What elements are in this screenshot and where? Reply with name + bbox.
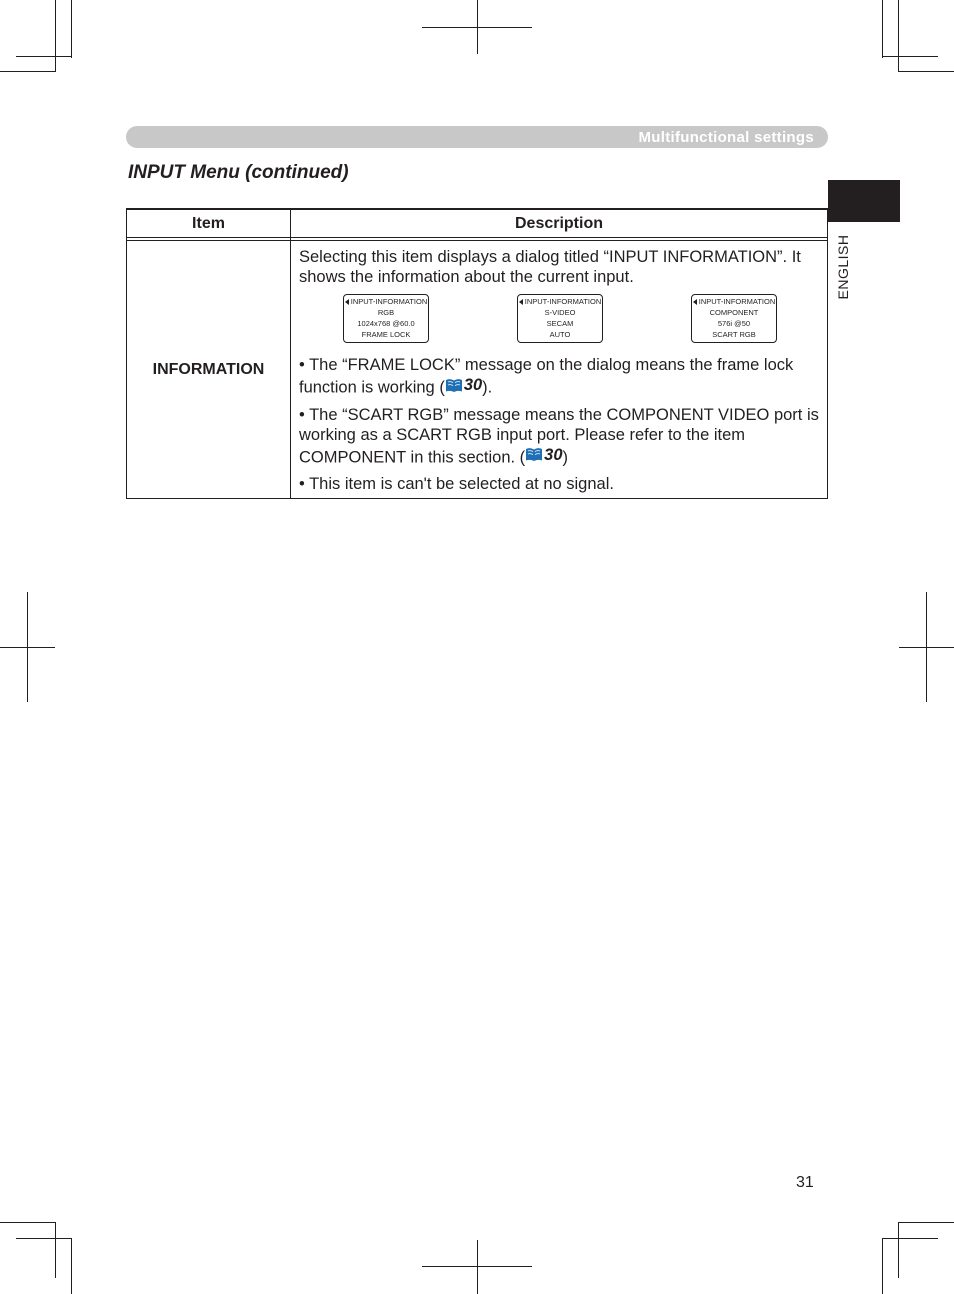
note-text: ) xyxy=(562,448,569,466)
dialog-line: 1024x768 @60.0 xyxy=(357,319,415,328)
dialog-line: RGB xyxy=(377,308,395,317)
dialog-line: 576i @50 xyxy=(717,319,751,328)
book-reference-icon xyxy=(525,447,543,462)
crop-mark xyxy=(882,56,938,57)
crop-mark xyxy=(0,1222,55,1223)
dialog-line: COMPONENT xyxy=(709,308,759,317)
page-reference[interactable] xyxy=(525,445,562,465)
dialog-examples xyxy=(299,294,821,346)
dialog-title: INPUT-INFORMATION xyxy=(698,297,776,306)
dialog-line: FRAME LOCK xyxy=(361,330,411,339)
crop-mark xyxy=(71,1238,72,1294)
table-row xyxy=(127,241,828,499)
crop-mark xyxy=(71,0,72,58)
crop-mark xyxy=(16,56,71,57)
dialog-title: INPUT-INFORMATION xyxy=(350,297,428,306)
crop-mark xyxy=(477,1240,478,1294)
left-triangle-icon xyxy=(345,299,349,305)
crop-mark xyxy=(898,1222,899,1278)
left-triangle-icon xyxy=(693,299,697,305)
language-label-text: ENGLISH xyxy=(835,234,851,300)
language-tab xyxy=(828,180,900,222)
book-reference-icon xyxy=(445,378,463,393)
page-number: 31 xyxy=(796,1174,814,1191)
crop-mark xyxy=(422,27,532,28)
crop-mark xyxy=(16,1238,71,1239)
note-text: • The “SCART RGB” message means the COMPONENT VIDEO port is working as a SCART RGB input port. Please refer to the item COMPONENT in this section. ( xyxy=(299,405,819,466)
crop-mark xyxy=(55,1222,56,1278)
crop-mark xyxy=(899,71,954,72)
page-reference[interactable] xyxy=(445,375,482,395)
crop-mark xyxy=(882,0,883,58)
language-label xyxy=(823,232,863,302)
dialog-title-row xyxy=(344,296,428,307)
dialog-title-row xyxy=(518,296,602,307)
crop-mark xyxy=(55,0,56,72)
crop-mark xyxy=(882,1238,883,1294)
page-heading: INPUT Menu (continued) xyxy=(128,162,349,183)
note-text: • The “FRAME LOCK” message on the dialog means the frame lock function is working ( xyxy=(299,356,794,397)
crop-mark xyxy=(0,647,55,648)
crop-mark xyxy=(899,647,954,648)
dialog-line: SCART RGB xyxy=(712,330,756,339)
item-cell: INFORMATION xyxy=(127,241,291,499)
crop-mark xyxy=(422,1266,532,1267)
page-reference-number: 30 xyxy=(463,376,483,394)
page-reference-number: 30 xyxy=(544,445,563,464)
note-frame-lock xyxy=(299,355,821,398)
column-header-item: Item xyxy=(127,209,291,238)
table-header-row xyxy=(127,209,828,238)
dialog-example-component xyxy=(691,294,777,343)
crop-mark xyxy=(899,1222,954,1223)
note-scart-rgb xyxy=(299,405,821,468)
note-text: ). xyxy=(482,378,493,397)
dialog-example-svideo xyxy=(517,294,603,343)
note-no-signal: • This item is can't be selected at no signal. xyxy=(299,475,614,493)
crop-mark xyxy=(898,0,899,72)
dialog-title: INPUT-INFORMATION xyxy=(524,297,602,306)
left-triangle-icon xyxy=(519,299,523,305)
dialog-title-row xyxy=(692,296,776,307)
input-menu-table xyxy=(126,208,828,499)
dialog-line: AUTO xyxy=(549,330,571,339)
dialog-line: SECAM xyxy=(546,319,574,328)
dialog-line: S-VIDEO xyxy=(544,308,576,317)
section-header-bar xyxy=(126,126,828,148)
description-intro: Selecting this item displays a dialog titled “INPUT INFORMATION”. It shows the information about the current input. xyxy=(299,248,801,286)
section-title: Multifunctional settings xyxy=(638,129,814,146)
dialog-example-rgb xyxy=(343,294,429,343)
crop-mark xyxy=(882,1238,938,1239)
column-header-description: Description xyxy=(291,209,828,238)
description-cell xyxy=(291,241,828,499)
crop-mark xyxy=(0,71,55,72)
